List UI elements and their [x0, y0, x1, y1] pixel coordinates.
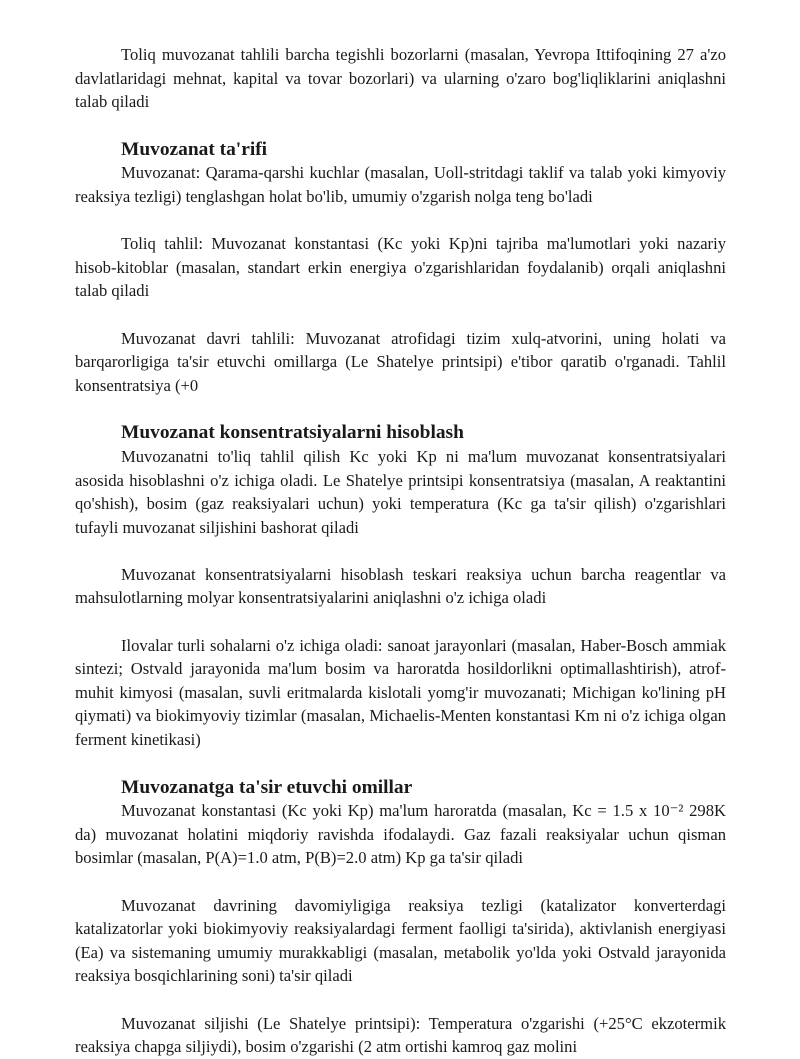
paragraph-equilibrium-shift: Muvozanat siljishi (Le Shatelye printsipi): Temperatura o'zgarishi (+25°C ekzotermik reaksiya chapga siljiydi), bosim o'zgarishi (2 atm ortishi kamroq gaz molini — [75, 1013, 726, 1057]
heading-concentration-calculation: Muvozanat konsentratsiyalarni hisoblash — [121, 422, 464, 444]
paragraph-equilibrium-duration: Muvozanat davrining davomiyligiga reaksiya tezligi (katalizator konverterdagi katalizatorlar yoki biokimyoviy reaksiyalardagi ferment faolligi ta'sirida), aktivlanish energiyasi (Ea) va sistemaning umumiy murakkabligi (masalan, metabolik yo'lda yoki Ostvald jarayonida reaksiya bosqichlarining soni) ta'sir qiladi — [75, 895, 726, 986]
paragraph-concentration-calculation: Muvozanat konsentratsiyalarni hisoblash teskari reaksiya uchun barcha reagentlar va mahsulotlarning molyar konsentratsiyalarini aniqlashni o'z ichiga oladi — [75, 564, 726, 608]
heading-equilibrium-definition: Muvozanat ta'rifi — [121, 138, 268, 160]
paragraph-equilibrium: Muvozanat: Qarama-qarshi kuchlar (masalan, Uoll-stritdagi taklif va talab yoki kimyoviy reaksiya tezligi) tenglashgan holat bo'lib, umumiy o'zgarish nolga teng bo'ladi — [75, 163, 726, 206]
paragraph-equilibrium-constant: Muvozanat konstantasi (Kc yoki Kp) ma'lum haroratda (masalan, Kc = 1.5 x 10⁻² 298K da) muvozanat holatini miqdoriy ravishda ifodalaydi. Gaz fazali reaksiyalar uchun qisman bosimlar (masalan, P(A)=1.0 atm, P(B)=2.0 atm) Kp ga ta'sir qiladi — [75, 801, 726, 868]
paragraph-full-equilibrium-analysis: Muvozanatni to'liq tahlil qilish Kc yoki Kp ni ma'lum muvozanat konsentratsiyalari asosida hisoblashni o'z ichiga oladi. Le Shatelye printsipi konsentratsiya (masalan, A reaktantini qo'shish), bosim (gaz reaksiyalari uchun) yoki temperatura (Kc ga ta'sir qilish) o'zgarishlari tufayli muvozanat siljishini bashorat qiladi — [75, 446, 726, 537]
heading-influencing-factors: Muvozanatga ta'sir etuvchi omillar — [121, 776, 413, 798]
paragraph-full-analysis: Toliq tahlil: Muvozanat konstantasi (Kc yoki Kp)ni tajriba ma'lumotlari yoki nazariy hisob-kitoblar (masalan, standart erkin energiya o'zgarishlaridan foydalanib) orqali aniqlashni talab qiladi — [75, 234, 726, 301]
paragraph-general-equilibrium: Toliq muvozanat tahlili barcha tegishli bozorlarni (masalan, Yevropa Ittifoqining 27 a'zo davlatlaridagi mehnat, kapital va tovar bozorlari) va ularning o'zaro bog'liqliklarini aniqlashni talab qiladi — [75, 45, 726, 112]
document-page — [75, 43, 726, 1059]
paragraph-period-analysis: Muvozanat davri tahlili: Muvozanat atrofidagi tizim xulq-atvorini, uning holati va barqarorligiga ta'sir etuvchi omillarga (Le Shatelye printsipi) e'tibor qaratib o'rganadi. Tahlil konsentratsiya (+0 — [75, 328, 726, 395]
paragraph-applications: Ilovalar turli sohalarni o'z ichiga oladi: sanoat jarayonlari (masalan, Haber-Bosch ammiak sintezi; Ostvald jarayonida ma'lum bosim va haroratda hosildorlikni optimallashtirish), atrof-muhit kimyosi (masalan, suvli eritmalarda kislotali yomg'ir muvozanati; Michigan ko'lining pH qiymati) va biokimyoviy tizimlar (masalan, Michaelis-Menten konstantasi Km ni o'z ichiga olgan ferment kinetikasi) — [75, 635, 726, 750]
